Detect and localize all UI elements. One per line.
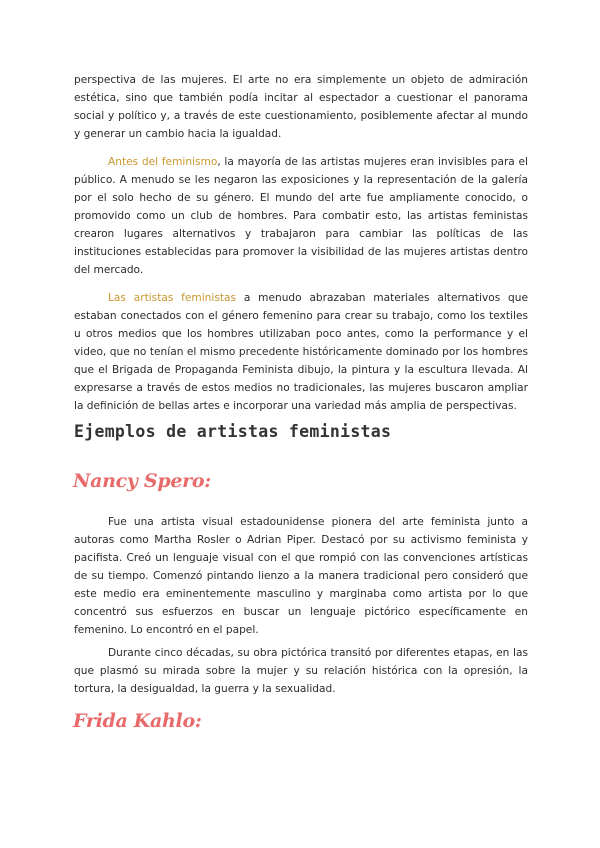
nancy-spero-career-paragraph: Durante cinco décadas, su obra pictórica transitó por diferentes etapas, en las que plasmó su mirada sobre la mujer y su relación histórica con la opresión, la tortura, la desigualdad, la guerra y la sexualidad. (74, 647, 528, 695)
before-feminism-highlight: Antes del feminismo (108, 156, 218, 168)
feminist-artists-text: a menudo abrazaban materiales alternativos que estaban conectados con el género femenino para crear su trabajo, como los textiles u otros medios que los hombres utilizaban poco antes, como la performance y el video, que no tenían el mismo precedente históricamente dominado por los hombres que el Brigada de Propaganda Feminista dibujo, la pintura y la escultura llevada. Al expresarse a través de estos medios no tradicionales, las mujeres buscaron ampliar la definición de bellas artes e incorporar una variedad más amplia de perspectivas. (74, 292, 528, 412)
intro-paragraph: perspectiva de las mujeres. El arte no era simplemente un objeto de admiración estética, sino que también podía incitar al espectador a cuestionar el panorama social y político y, a través de este cuestionamiento, posiblemente afectar al mundo y generar un cambio hacia la igualdad. (74, 74, 528, 140)
before-feminism-text: , la mayoría de las artistas mujeres eran invisibles para el público. A menudo se les negaron las exposiciones y la representación de la galería por el solo hecho de su género. El mundo del arte fue ampliamente conocido, o promovido como un club de hombres. Para combatir esto, las artistas feministas crearon lugares alternativos y trabajaron para cambiar las políticas de las instituciones establecidas para promover la visibilidad de las mujeres artistas dentro del mercado. (74, 156, 528, 276)
feminist-artists-highlight: Las artistas feministas (108, 292, 237, 304)
feminist-artists-paragraph (74, 289, 528, 415)
before-feminism-paragraph (74, 153, 528, 279)
nancy-spero-bio-paragraph: Fue una artista visual estadounidense pionera del arte feminista junto a autoras como Martha Rosler o Adrian Piper. Destacó por su activismo feminista y pacifista. Creó un lenguaje visual con el que rompió con las convenciones artísticas de su tiempo. Comenzó pintando lienzo a la manera tradicional pero consideró que este medio era eminentemente masculino y marginaba como artista por lo que concentró sus esfuerzos en buscar un lenguaje pictórico específicamente en femenino. Lo encontró en el papel. (74, 516, 528, 636)
artist-name-frida-kahlo: Frida Kahlo: (73, 710, 202, 732)
artist-name-nancy-spero: Nancy Spero: (73, 470, 211, 492)
section-heading: Ejemplos de artistas feministas (74, 422, 392, 441)
